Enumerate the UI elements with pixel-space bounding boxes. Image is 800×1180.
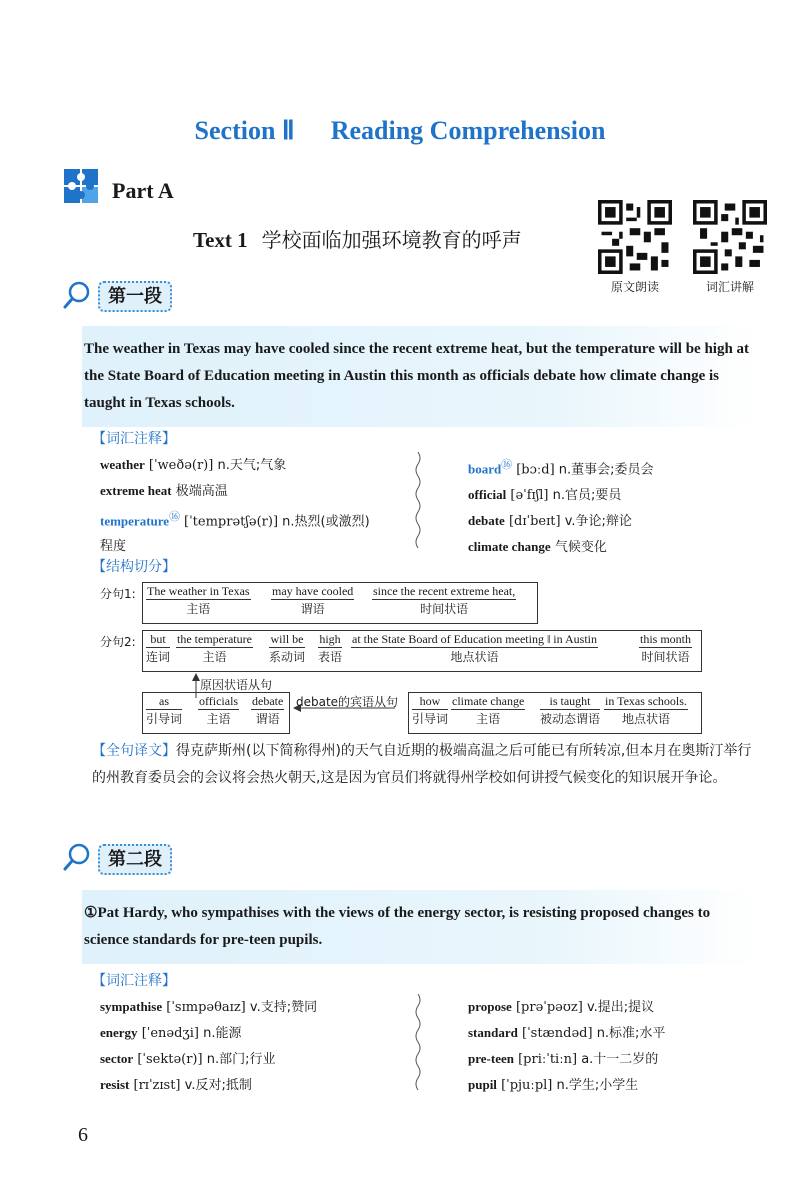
vocab-tag: 【词汇注释】 <box>92 431 176 447</box>
clause-segment: this month 时间状语 <box>640 632 692 664</box>
vocab-item: board⑯ [bɔːd] n.董事会;委员会 <box>468 458 654 478</box>
vocab-tag: 【词汇注释】 <box>92 973 176 989</box>
section-heading: Reading Comprehension <box>330 116 606 145</box>
vocab-item: pre-teen [priːˈtiːn] a.十一二岁的 <box>468 1051 659 1067</box>
qr-caption-reading: 原文朗读 <box>610 280 659 294</box>
clause-segment: in Texas schools. 地点状语 <box>605 694 687 726</box>
reason-clause-label: 原因状语从句 <box>200 678 273 692</box>
clause-segment: since the recent extreme heat, 时间状语 <box>373 584 516 616</box>
sentence-band <box>82 890 756 964</box>
vocab-item: sympathise [ˈsɪmpəθaɪz] v.支持;赞同 <box>100 999 318 1015</box>
section-title <box>0 116 800 146</box>
paragraph-label: 第二段 <box>98 844 172 875</box>
puzzle-icon <box>62 165 102 205</box>
qr-code-icon[interactable] <box>598 200 672 274</box>
vocab-list-left <box>100 994 410 1098</box>
text-title <box>193 224 522 253</box>
clause-1-box <box>142 582 538 624</box>
page-number: 6 <box>78 1124 88 1146</box>
wavy-divider <box>412 452 424 552</box>
paragraph-label: 第一段 <box>98 281 172 312</box>
clause-segment: the temperature 主语 <box>177 632 252 664</box>
clause-segment: will be 系动词 <box>269 632 306 664</box>
sentence-text: The weather in Texas may have cooled since the recent extreme heat, but the temperature will be high at the State Board of Education meeting in Austin this month as officials debate how climate change is taught in Texas schools. <box>84 341 750 411</box>
clause-segment: debate 谓语 <box>252 694 284 726</box>
clause-segment: how 引导词 <box>412 694 449 726</box>
vocab-item: pupil [ˈpjuːpl] n.学生;小学生 <box>468 1077 639 1093</box>
magnifier-icon <box>62 280 92 310</box>
sentence-text: ①Pat Hardy, who sympathises with the views of the energy sector, is resisting proposed changes to science standards for pre-teen pupils. <box>84 905 711 948</box>
magnifier-icon <box>62 842 92 872</box>
sentence-band <box>82 326 756 427</box>
structure-tag: 【结构切分】 <box>92 559 176 575</box>
translation-text: 得克萨斯州(以下简称得州)的天气自近期的极端高温之后可能已有所转凉,但本月在奥斯汀举行的州教育委员会的会议将会热火朝天,这是因为官员们将就得州学校如何讲授气候变化的知识展开争论。 <box>92 743 752 786</box>
text-chinese-title: 学校面临加强环境教育的呼声 <box>261 228 522 252</box>
vocab-list-left <box>100 452 410 559</box>
vocab-list-right <box>468 994 768 1098</box>
clause-segment: but 连词 <box>146 632 171 664</box>
text-label: Text 1 <box>193 228 248 252</box>
part-heading: Part A <box>112 178 174 203</box>
clause-segment: high 表语 <box>318 632 343 664</box>
vocab-item: energy [ˈenədʒi] n.能源 <box>100 1025 242 1041</box>
translation-tag: 【全句译文】 <box>92 743 176 759</box>
section-label: Section Ⅱ <box>194 116 295 145</box>
reason-clause-box <box>142 692 290 734</box>
vocab-list-right <box>468 452 768 560</box>
clause-segment: officials 主语 <box>199 694 239 726</box>
clause-segment: is taught 被动态谓语 <box>540 694 601 726</box>
vocab-item: debate [dɪˈbeɪt] v.争论;辩论 <box>468 513 632 530</box>
vocab-item: sector [ˈsektə(r)] n.部门;行业 <box>100 1051 276 1067</box>
vocab-item: extreme heat 极端高温 <box>100 483 228 499</box>
object-clause-box <box>408 692 702 734</box>
vocab-item-continued: 程度 <box>100 539 127 555</box>
vocab-item: climate change 气候变化 <box>468 539 607 556</box>
clause-2-label: 分句2: <box>100 635 136 649</box>
clause-segment: as 引导词 <box>146 694 183 726</box>
vocab-item: official [əˈfɪʃl] n.官员;要员 <box>468 487 622 504</box>
clause-1-label: 分句1: <box>100 587 136 601</box>
vocab-item: propose [prəˈpəʊz] v.提出;提议 <box>468 999 655 1015</box>
vocab-item: temperature⑯ [ˈtemprətʃə(r)] n.热烈(或激烈) <box>100 510 370 530</box>
object-clause-label: debate的宾语从句 <box>296 695 399 709</box>
clause-segment: The weather in Texas 主语 <box>147 584 250 616</box>
qr-code-icon[interactable] <box>693 200 767 274</box>
clause-2-box <box>142 630 702 672</box>
vocab-item: standard [ˈstændəd] n.标准;水平 <box>468 1025 666 1041</box>
vocab-item: weather [ˈweðə(r)] n.天气;气象 <box>100 457 287 473</box>
translation <box>92 738 760 792</box>
vocab-item: resist [rɪˈzɪst] v.反对;抵制 <box>100 1077 252 1093</box>
wavy-divider <box>412 994 424 1094</box>
clause-segment: climate change 主语 <box>452 694 525 726</box>
clause-segment: at the State Board of Education meeting ‖ in Austin 地点状语 <box>352 632 597 664</box>
qr-caption-vocab: 词汇讲解 <box>705 280 754 294</box>
clause-segment: may have cooled 谓语 <box>272 584 354 616</box>
